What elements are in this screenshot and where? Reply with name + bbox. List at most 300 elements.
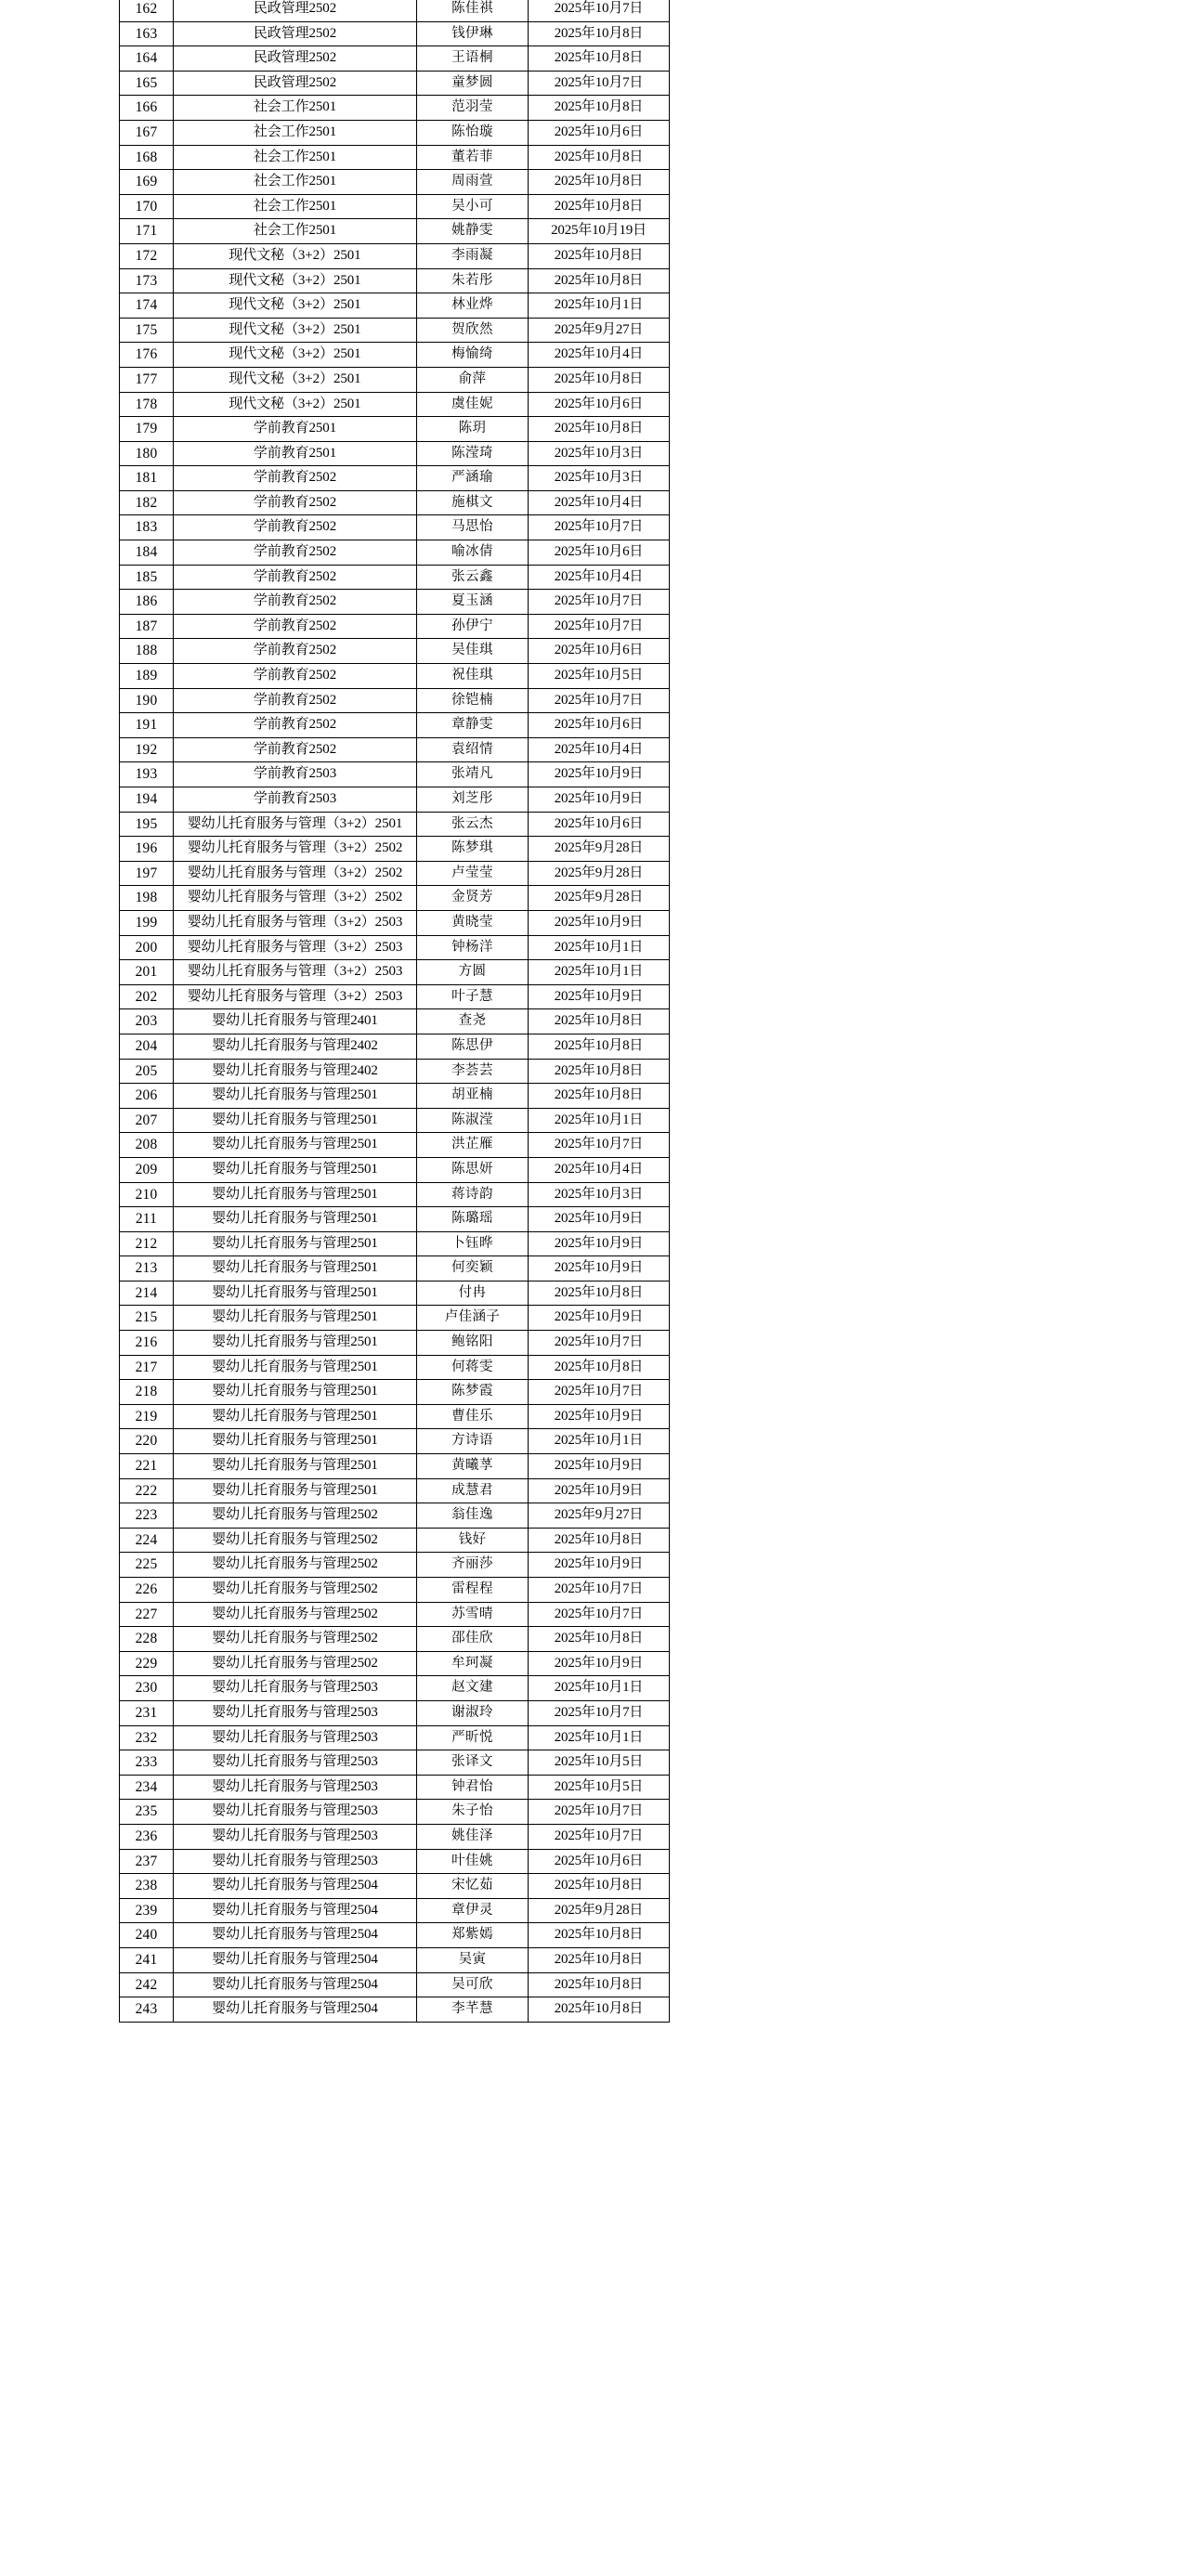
- table-row: [120, 293, 670, 319]
- row-date-cell: 2025年9月28日: [529, 1898, 670, 1923]
- table-row: [120, 1355, 670, 1380]
- row-index-cell: 232: [120, 1725, 174, 1750]
- row-name-cell: 卢佳涵子: [417, 1306, 529, 1331]
- row-name-cell: 卜钰晔: [417, 1231, 529, 1256]
- row-name-cell: 虞佳妮: [417, 392, 529, 417]
- row-index-cell: 201: [120, 960, 174, 985]
- row-class-cell: 婴幼儿托育服务与管理2501: [174, 1231, 417, 1256]
- row-date-cell: 2025年10月8日: [529, 1627, 670, 1652]
- row-index-cell: 189: [120, 664, 174, 689]
- row-name-cell: 董若菲: [417, 145, 529, 170]
- row-name-cell: 马思怡: [417, 515, 529, 540]
- row-date-cell: 2025年10月8日: [529, 1972, 670, 1997]
- row-index-cell: 202: [120, 984, 174, 1009]
- row-index-cell: 215: [120, 1306, 174, 1331]
- row-name-cell: 张译文: [417, 1750, 529, 1776]
- row-index-cell: 220: [120, 1429, 174, 1454]
- table-row: [120, 1478, 670, 1503]
- row-class-cell: 婴幼儿托育服务与管理2503: [174, 1824, 417, 1849]
- row-date-cell: 2025年10月9日: [529, 1256, 670, 1281]
- row-name-cell: 苏雪晴: [417, 1602, 529, 1627]
- row-date-cell: 2025年10月1日: [529, 935, 670, 960]
- row-name-cell: 胡亚楠: [417, 1084, 529, 1109]
- row-name-cell: 徐铠楠: [417, 688, 529, 713]
- row-date-cell: 2025年10月9日: [529, 1231, 670, 1256]
- row-name-cell: 邵佳欣: [417, 1627, 529, 1652]
- row-class-cell: 婴幼儿托育服务与管理2402: [174, 1034, 417, 1059]
- row-index-cell: 209: [120, 1157, 174, 1182]
- table-row: [120, 1256, 670, 1281]
- row-class-cell: 婴幼儿托育服务与管理2501: [174, 1306, 417, 1331]
- table-row: [120, 1157, 670, 1182]
- row-index-cell: 221: [120, 1454, 174, 1479]
- row-index-cell: 180: [120, 441, 174, 466]
- row-date-cell: 2025年10月7日: [529, 71, 670, 96]
- row-index-cell: 242: [120, 1972, 174, 1997]
- row-class-cell: 婴幼儿托育服务与管理2501: [174, 1256, 417, 1281]
- table-row: [120, 664, 670, 689]
- row-index-cell: 217: [120, 1355, 174, 1380]
- row-name-cell: 刘芝彤: [417, 787, 529, 813]
- table-row: [120, 984, 670, 1009]
- row-class-cell: 民政管理2502: [174, 71, 417, 96]
- row-index-cell: 162: [120, 0, 174, 21]
- row-date-cell: 2025年10月1日: [529, 1725, 670, 1750]
- row-date-cell: 2025年10月6日: [529, 713, 670, 738]
- row-name-cell: 蒋诗韵: [417, 1182, 529, 1207]
- row-index-cell: 211: [120, 1207, 174, 1232]
- row-date-cell: 2025年10月6日: [529, 540, 670, 566]
- row-name-cell: 陈怡璇: [417, 120, 529, 145]
- row-index-cell: 164: [120, 46, 174, 72]
- table-row: [120, 490, 670, 515]
- row-class-cell: 婴幼儿托育服务与管理2503: [174, 1849, 417, 1874]
- row-name-cell: 金贤芳: [417, 886, 529, 911]
- row-index-cell: 236: [120, 1824, 174, 1849]
- row-class-cell: 民政管理2502: [174, 21, 417, 46]
- table-row: [120, 1059, 670, 1084]
- row-name-cell: 李芊慧: [417, 1997, 529, 2023]
- row-class-cell: 婴幼儿托育服务与管理（3+2）2502: [174, 837, 417, 862]
- row-date-cell: 2025年9月28日: [529, 886, 670, 911]
- row-name-cell: 钱好: [417, 1528, 529, 1553]
- row-index-cell: 213: [120, 1256, 174, 1281]
- row-date-cell: 2025年10月5日: [529, 1750, 670, 1776]
- row-class-cell: 婴幼儿托育服务与管理2501: [174, 1157, 417, 1182]
- table-row: [120, 1380, 670, 1405]
- table-row: [120, 1454, 670, 1479]
- table-row: [120, 1602, 670, 1627]
- row-index-cell: 214: [120, 1281, 174, 1306]
- row-class-cell: 婴幼儿托育服务与管理2504: [174, 1997, 417, 2023]
- row-class-cell: 婴幼儿托育服务与管理2503: [174, 1750, 417, 1776]
- table-row: [120, 21, 670, 46]
- row-date-cell: 2025年10月4日: [529, 343, 670, 368]
- row-name-cell: 袁绍情: [417, 737, 529, 762]
- row-index-cell: 181: [120, 466, 174, 491]
- row-date-cell: 2025年9月28日: [529, 837, 670, 862]
- row-class-cell: 学前教育2502: [174, 614, 417, 639]
- table-row: [120, 1182, 670, 1207]
- table-row: [120, 1553, 670, 1578]
- row-index-cell: 192: [120, 737, 174, 762]
- table-row: [120, 1034, 670, 1059]
- row-index-cell: 228: [120, 1627, 174, 1652]
- row-name-cell: 方诗语: [417, 1429, 529, 1454]
- row-class-cell: 婴幼儿托育服务与管理2501: [174, 1182, 417, 1207]
- row-date-cell: 2025年10月7日: [529, 0, 670, 21]
- table-row: [120, 1231, 670, 1256]
- row-class-cell: 婴幼儿托育服务与管理（3+2）2503: [174, 935, 417, 960]
- row-date-cell: 2025年10月6日: [529, 1849, 670, 1874]
- table-row: [120, 0, 670, 21]
- row-index-cell: 200: [120, 935, 174, 960]
- row-index-cell: 166: [120, 96, 174, 121]
- row-index-cell: 195: [120, 812, 174, 837]
- row-date-cell: 2025年10月8日: [529, 1528, 670, 1553]
- row-index-cell: 174: [120, 293, 174, 319]
- row-index-cell: 170: [120, 194, 174, 219]
- table-row: [120, 565, 670, 590]
- table-row: [120, 1997, 670, 2023]
- row-index-cell: 177: [120, 367, 174, 392]
- row-class-cell: 婴幼儿托育服务与管理（3+2）2502: [174, 861, 417, 886]
- row-date-cell: 2025年10月7日: [529, 1602, 670, 1627]
- row-class-cell: 婴幼儿托育服务与管理（3+2）2503: [174, 910, 417, 935]
- row-name-cell: 章伊灵: [417, 1898, 529, 1923]
- row-date-cell: 2025年10月1日: [529, 1108, 670, 1133]
- table-row: [120, 1306, 670, 1331]
- table-row: [120, 1528, 670, 1553]
- table-row: [120, 1676, 670, 1701]
- row-class-cell: 婴幼儿托育服务与管理2501: [174, 1331, 417, 1356]
- row-class-cell: 婴幼儿托育服务与管理2503: [174, 1775, 417, 1800]
- row-index-cell: 182: [120, 490, 174, 515]
- row-index-cell: 186: [120, 590, 174, 615]
- row-class-cell: 学前教育2501: [174, 417, 417, 442]
- row-date-cell: 2025年10月7日: [529, 1800, 670, 1825]
- table-row: [120, 590, 670, 615]
- row-index-cell: 233: [120, 1750, 174, 1776]
- row-date-cell: 2025年10月8日: [529, 1009, 670, 1034]
- table-row: [120, 1849, 670, 1874]
- row-name-cell: 齐丽莎: [417, 1553, 529, 1578]
- row-name-cell: 吴佳琪: [417, 639, 529, 664]
- row-class-cell: 社会工作2501: [174, 194, 417, 219]
- row-name-cell: 朱若彤: [417, 268, 529, 293]
- row-index-cell: 173: [120, 268, 174, 293]
- row-index-cell: 224: [120, 1528, 174, 1553]
- row-date-cell: 2025年10月3日: [529, 466, 670, 491]
- row-name-cell: 陈思伊: [417, 1034, 529, 1059]
- row-date-cell: 2025年10月4日: [529, 1157, 670, 1182]
- row-class-cell: 婴幼儿托育服务与管理2501: [174, 1454, 417, 1479]
- row-name-cell: 牟珂凝: [417, 1651, 529, 1676]
- row-name-cell: 翁佳逸: [417, 1503, 529, 1529]
- row-name-cell: 喻冰倩: [417, 540, 529, 566]
- row-class-cell: 婴幼儿托育服务与管理2501: [174, 1281, 417, 1306]
- table-row: [120, 1800, 670, 1825]
- table-row: [120, 71, 670, 96]
- table-row: [120, 268, 670, 293]
- row-name-cell: 黄晓莹: [417, 910, 529, 935]
- row-name-cell: 卢莹莹: [417, 861, 529, 886]
- row-name-cell: 黄曦莩: [417, 1454, 529, 1479]
- table-row: [120, 194, 670, 219]
- row-name-cell: 叶子慧: [417, 984, 529, 1009]
- row-index-cell: 198: [120, 886, 174, 911]
- row-class-cell: 婴幼儿托育服务与管理2501: [174, 1108, 417, 1133]
- row-date-cell: 2025年10月3日: [529, 441, 670, 466]
- row-class-cell: 婴幼儿托育服务与管理2501: [174, 1355, 417, 1380]
- row-class-cell: 婴幼儿托育服务与管理2504: [174, 1898, 417, 1923]
- row-date-cell: 2025年10月1日: [529, 1429, 670, 1454]
- row-class-cell: 学前教育2502: [174, 688, 417, 713]
- row-date-cell: 2025年10月7日: [529, 1380, 670, 1405]
- table-row: [120, 960, 670, 985]
- row-name-cell: 施棋文: [417, 490, 529, 515]
- row-class-cell: 婴幼儿托育服务与管理2502: [174, 1578, 417, 1603]
- row-date-cell: 2025年10月19日: [529, 219, 670, 244]
- row-class-cell: 民政管理2502: [174, 0, 417, 21]
- row-name-cell: 陈滢琦: [417, 441, 529, 466]
- row-class-cell: 现代文秘（3+2）2501: [174, 367, 417, 392]
- table-row: [120, 1972, 670, 1997]
- row-class-cell: 婴幼儿托育服务与管理2402: [174, 1059, 417, 1084]
- row-index-cell: 199: [120, 910, 174, 935]
- table-row: [120, 688, 670, 713]
- row-name-cell: 谢淑玲: [417, 1700, 529, 1725]
- row-index-cell: 178: [120, 392, 174, 417]
- row-class-cell: 学前教育2502: [174, 540, 417, 566]
- row-class-cell: 婴幼儿托育服务与管理2502: [174, 1553, 417, 1578]
- row-date-cell: 2025年10月8日: [529, 1034, 670, 1059]
- row-class-cell: 婴幼儿托育服务与管理2501: [174, 1478, 417, 1503]
- row-class-cell: 婴幼儿托育服务与管理（3+2）2503: [174, 984, 417, 1009]
- row-date-cell: 2025年10月1日: [529, 1676, 670, 1701]
- table-row: [120, 737, 670, 762]
- row-class-cell: 婴幼儿托育服务与管理2401: [174, 1009, 417, 1034]
- row-name-cell: 张云杰: [417, 812, 529, 837]
- row-index-cell: 212: [120, 1231, 174, 1256]
- row-name-cell: 吴可欣: [417, 1972, 529, 1997]
- row-class-cell: 婴幼儿托育服务与管理2502: [174, 1602, 417, 1627]
- row-index-cell: 229: [120, 1651, 174, 1676]
- row-name-cell: 李雨凝: [417, 243, 529, 268]
- row-date-cell: 2025年10月8日: [529, 96, 670, 121]
- row-index-cell: 187: [120, 614, 174, 639]
- row-class-cell: 学前教育2502: [174, 639, 417, 664]
- row-class-cell: 婴幼儿托育服务与管理2501: [174, 1207, 417, 1232]
- row-date-cell: 2025年10月8日: [529, 268, 670, 293]
- row-index-cell: 218: [120, 1380, 174, 1405]
- row-index-cell: 167: [120, 120, 174, 145]
- row-name-cell: 张云鑫: [417, 565, 529, 590]
- row-index-cell: 190: [120, 688, 174, 713]
- table-row: [120, 1824, 670, 1849]
- row-date-cell: 2025年10月7日: [529, 515, 670, 540]
- row-class-cell: 学前教育2502: [174, 590, 417, 615]
- row-class-cell: 学前教育2502: [174, 515, 417, 540]
- row-class-cell: 婴幼儿托育服务与管理2503: [174, 1676, 417, 1701]
- table-row: [120, 762, 670, 787]
- table-row: [120, 1404, 670, 1429]
- row-class-cell: 婴幼儿托育服务与管理2501: [174, 1084, 417, 1109]
- row-index-cell: 168: [120, 145, 174, 170]
- row-index-cell: 207: [120, 1108, 174, 1133]
- row-index-cell: 196: [120, 837, 174, 862]
- row-name-cell: 周雨萱: [417, 170, 529, 195]
- row-index-cell: 176: [120, 343, 174, 368]
- row-class-cell: 婴幼儿托育服务与管理（3+2）2503: [174, 960, 417, 985]
- row-name-cell: 陈淑滢: [417, 1108, 529, 1133]
- table-row: [120, 1627, 670, 1652]
- row-class-cell: 婴幼儿托育服务与管理2501: [174, 1404, 417, 1429]
- row-name-cell: 钟君怡: [417, 1775, 529, 1800]
- table-row: [120, 1578, 670, 1603]
- row-index-cell: 194: [120, 787, 174, 813]
- row-class-cell: 婴幼儿托育服务与管理2504: [174, 1923, 417, 1948]
- table-row: [120, 639, 670, 664]
- row-name-cell: 付冉: [417, 1281, 529, 1306]
- row-class-cell: 现代文秘（3+2）2501: [174, 392, 417, 417]
- row-index-cell: 205: [120, 1059, 174, 1084]
- row-index-cell: 206: [120, 1084, 174, 1109]
- row-name-cell: 陈璐瑶: [417, 1207, 529, 1232]
- table-row: [120, 417, 670, 442]
- table-row: [120, 96, 670, 121]
- row-index-cell: 210: [120, 1182, 174, 1207]
- roster-table-body: [120, 0, 670, 2022]
- table-row: [120, 170, 670, 195]
- row-date-cell: 2025年10月8日: [529, 21, 670, 46]
- table-row: [120, 466, 670, 491]
- row-date-cell: 2025年10月8日: [529, 170, 670, 195]
- table-row: [120, 392, 670, 417]
- row-date-cell: 2025年10月8日: [529, 1947, 670, 1972]
- table-row: [120, 1331, 670, 1356]
- row-class-cell: 学前教育2502: [174, 565, 417, 590]
- row-date-cell: 2025年10月4日: [529, 737, 670, 762]
- row-date-cell: 2025年10月6日: [529, 392, 670, 417]
- row-class-cell: 婴幼儿托育服务与管理2502: [174, 1528, 417, 1553]
- row-name-cell: 陈梦霞: [417, 1380, 529, 1405]
- row-name-cell: 夏玉涵: [417, 590, 529, 615]
- row-index-cell: 204: [120, 1034, 174, 1059]
- row-index-cell: 237: [120, 1849, 174, 1874]
- row-name-cell: 吴小可: [417, 194, 529, 219]
- row-date-cell: 2025年10月7日: [529, 614, 670, 639]
- table-row: [120, 1725, 670, 1750]
- row-index-cell: 183: [120, 515, 174, 540]
- table-row: [120, 886, 670, 911]
- row-index-cell: 230: [120, 1676, 174, 1701]
- row-date-cell: 2025年10月7日: [529, 688, 670, 713]
- row-class-cell: 婴幼儿托育服务与管理2503: [174, 1700, 417, 1725]
- table-row: [120, 1108, 670, 1133]
- row-index-cell: 234: [120, 1775, 174, 1800]
- row-index-cell: 171: [120, 219, 174, 244]
- row-class-cell: 婴幼儿托育服务与管理2502: [174, 1651, 417, 1676]
- row-class-cell: 现代文秘（3+2）2501: [174, 268, 417, 293]
- row-index-cell: 238: [120, 1874, 174, 1899]
- row-date-cell: 2025年10月1日: [529, 960, 670, 985]
- row-index-cell: 197: [120, 861, 174, 886]
- row-name-cell: 方圆: [417, 960, 529, 985]
- row-class-cell: 现代文秘（3+2）2501: [174, 243, 417, 268]
- row-name-cell: 孙伊宁: [417, 614, 529, 639]
- row-name-cell: 姚静雯: [417, 219, 529, 244]
- row-index-cell: 235: [120, 1800, 174, 1825]
- table-row: [120, 1133, 670, 1158]
- table-row: [120, 1947, 670, 1972]
- row-class-cell: 社会工作2501: [174, 145, 417, 170]
- row-name-cell: 姚佳泽: [417, 1824, 529, 1849]
- row-date-cell: 2025年10月9日: [529, 1454, 670, 1479]
- row-name-cell: 何蒋雯: [417, 1355, 529, 1380]
- table-row: [120, 1700, 670, 1725]
- row-date-cell: 2025年10月6日: [529, 812, 670, 837]
- row-date-cell: 2025年10月7日: [529, 590, 670, 615]
- row-index-cell: 219: [120, 1404, 174, 1429]
- row-date-cell: 2025年10月3日: [529, 1182, 670, 1207]
- table-row: [120, 367, 670, 392]
- table-row: [120, 120, 670, 145]
- table-row: [120, 1207, 670, 1232]
- table-row: [120, 46, 670, 72]
- row-name-cell: 吴寅: [417, 1947, 529, 1972]
- table-row: [120, 1750, 670, 1776]
- row-date-cell: 2025年10月9日: [529, 787, 670, 813]
- row-name-cell: 王语桐: [417, 46, 529, 72]
- row-name-cell: 叶佳姚: [417, 1849, 529, 1874]
- row-name-cell: 鲍铭阳: [417, 1331, 529, 1356]
- table-row: [120, 1281, 670, 1306]
- row-class-cell: 社会工作2501: [174, 120, 417, 145]
- row-name-cell: 赵文建: [417, 1676, 529, 1701]
- row-name-cell: 俞萍: [417, 367, 529, 392]
- row-class-cell: 现代文秘（3+2）2501: [174, 293, 417, 319]
- row-index-cell: 179: [120, 417, 174, 442]
- row-name-cell: 成慧君: [417, 1478, 529, 1503]
- row-name-cell: 陈思妍: [417, 1157, 529, 1182]
- row-index-cell: 240: [120, 1923, 174, 1948]
- row-name-cell: 查尧: [417, 1009, 529, 1034]
- table-row: [120, 318, 670, 343]
- row-index-cell: 163: [120, 21, 174, 46]
- row-class-cell: 社会工作2501: [174, 170, 417, 195]
- table-row: [120, 837, 670, 862]
- row-date-cell: 2025年10月9日: [529, 910, 670, 935]
- row-index-cell: 239: [120, 1898, 174, 1923]
- row-class-cell: 婴幼儿托育服务与管理2503: [174, 1725, 417, 1750]
- row-name-cell: 雷程程: [417, 1578, 529, 1603]
- row-date-cell: 2025年10月8日: [529, 243, 670, 268]
- table-row: [120, 910, 670, 935]
- row-date-cell: 2025年10月7日: [529, 1824, 670, 1849]
- row-date-cell: 2025年10月9日: [529, 1404, 670, 1429]
- row-name-cell: 贺欣然: [417, 318, 529, 343]
- row-class-cell: 学前教育2502: [174, 737, 417, 762]
- row-name-cell: 宋忆茹: [417, 1874, 529, 1899]
- row-class-cell: 婴幼儿托育服务与管理2504: [174, 1972, 417, 1997]
- row-date-cell: 2025年9月27日: [529, 318, 670, 343]
- row-name-cell: 曹佳乐: [417, 1404, 529, 1429]
- table-row: [120, 1874, 670, 1899]
- row-index-cell: 172: [120, 243, 174, 268]
- row-index-cell: 175: [120, 318, 174, 343]
- row-index-cell: 241: [120, 1947, 174, 1972]
